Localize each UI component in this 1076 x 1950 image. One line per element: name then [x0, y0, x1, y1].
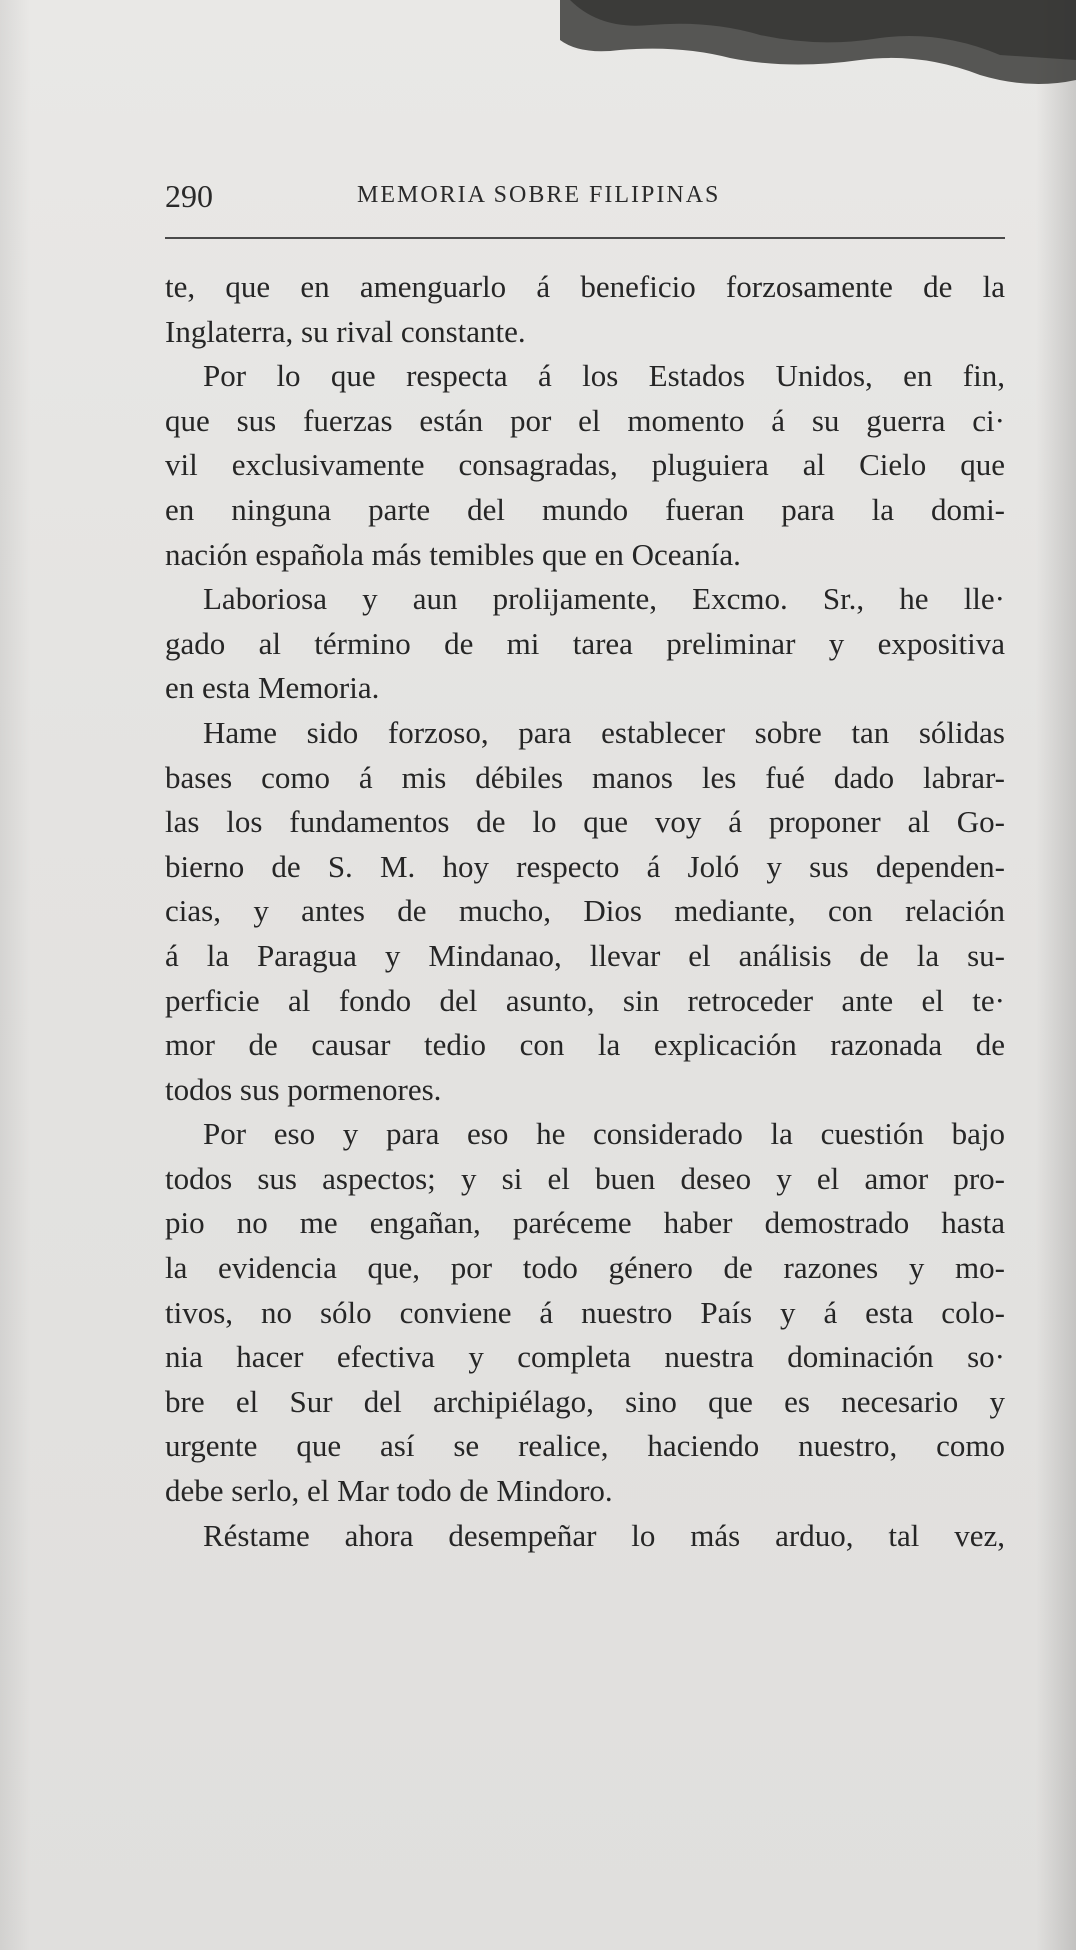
text-line: nación española más temibles que en Oceanía. [165, 536, 741, 572]
text-line: tivos, no sólo conviene á nuestro País y á esta colo- [165, 1294, 1005, 1330]
text-line: te, que en amenguarlo á beneficio forzosamente de la [165, 269, 1005, 304]
page-number: 290 [165, 178, 213, 214]
text-line: que sus fuerzas están por el momento á su guerra ci· [165, 402, 1005, 438]
text-line: mor de causar tedio con la explicación razonada de [165, 1027, 1005, 1063]
text-line: en ninguna parte del mundo fueran para la domi- [165, 491, 1005, 527]
text-line: todos sus aspectos; y si el buen deseo y el amor pro- [165, 1160, 1005, 1196]
text-line: nia hacer efectiva y completa nuestra dominación so· [165, 1339, 1005, 1375]
text-line: cias, y antes de mucho, Dios mediante, con relación [165, 893, 1005, 929]
text-line: todos sus pormenores. [165, 1071, 442, 1107]
torn-corner-damage [560, 0, 1076, 95]
running-title: MEMORIA SOBRE FILIPINAS [357, 182, 721, 208]
text-line: perficie al fondo del asunto, sin retroceder ante el te· [165, 982, 1005, 1018]
body-text [165, 265, 1005, 1558]
text-line: gado al término de mi tarea preliminar y expositiva [165, 625, 1005, 661]
header-rule [165, 237, 1005, 239]
text-line: bierno de S. M. hoy respecto á Joló y sus dependen- [165, 848, 1005, 884]
text-line: pio no me engañan, paréceme haber demostrado hasta [165, 1205, 1005, 1241]
text-line: vil exclusivamente consagradas, pluguiera al Cielo que [165, 447, 1005, 483]
text-line: Réstame ahora desempeñar lo más arduo, tal vez, [203, 1517, 1005, 1553]
text-line: Por eso y para eso he considerado la cuestión bajo [203, 1116, 1005, 1152]
page-edge-shadow [1036, 0, 1076, 1950]
text-line: bre el Sur del archipiélago, sino que es necesario y [165, 1383, 1005, 1419]
text-line: Inglaterra, su rival constante. [165, 313, 526, 349]
text-line: urgente que así se realice, haciendo nuestro, como [165, 1428, 1005, 1464]
text-line: en esta Memoria. [165, 670, 380, 706]
text-line: la evidencia que, por todo género de razones y mo- [165, 1250, 1005, 1286]
page-gutter-shadow [0, 0, 30, 1950]
text-line: Por lo que respecta á los Estados Unidos, en fin, [203, 358, 1005, 394]
text-line: bases como á mis débiles manos les fué dado labrar- [165, 759, 1005, 795]
text-line: las los fundamentos de lo que voy á proponer al Go- [165, 804, 1005, 840]
text-line: debe serlo, el Mar todo de Mindoro. [165, 1473, 613, 1509]
text-line: á la Paragua y Mindanao, llevar el análisis de la su- [165, 937, 1005, 973]
text-line: Laboriosa y aun prolijamente, Excmo. Sr., he lle· [203, 581, 1005, 617]
text-line: Hame sido forzoso, para establecer sobre tan sólidas [203, 714, 1005, 750]
page-header [165, 172, 1005, 222]
